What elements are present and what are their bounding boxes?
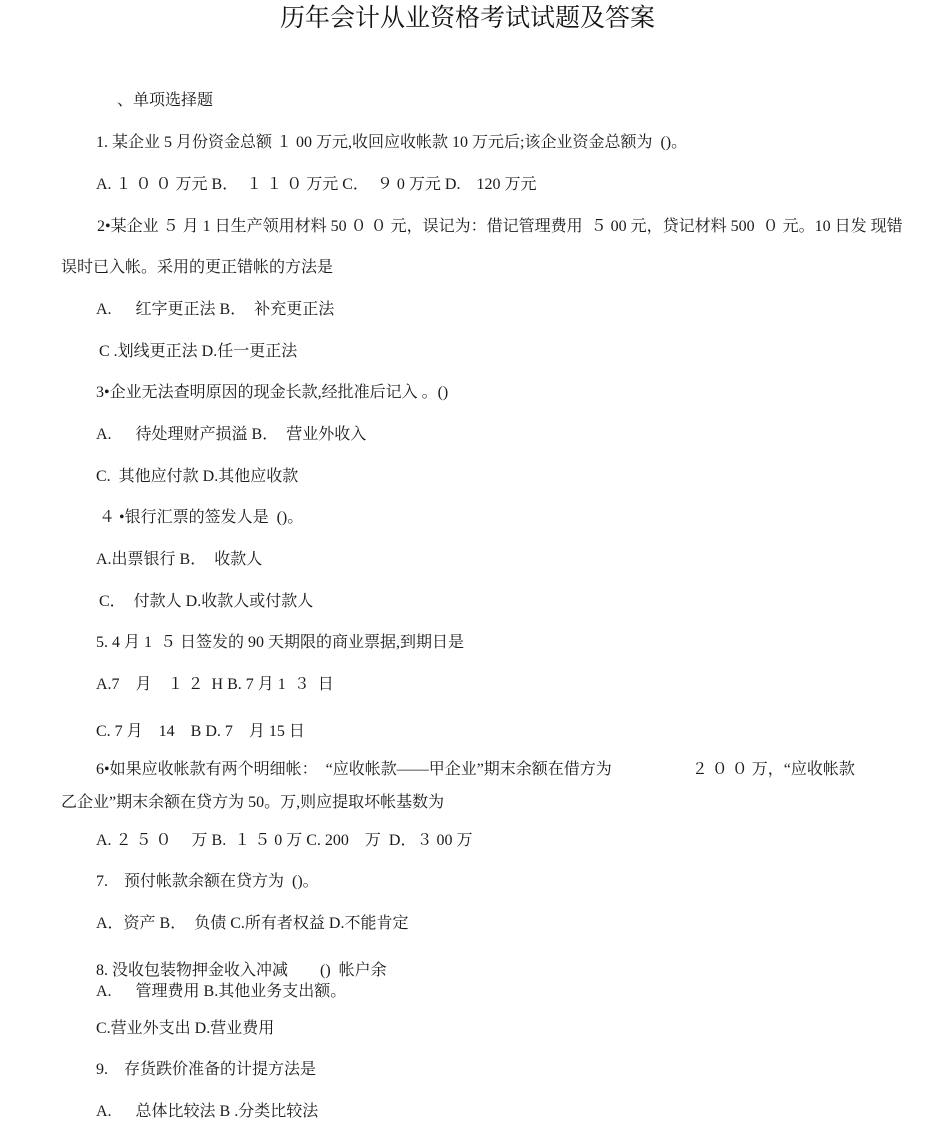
question-6-options: A. ２ ５ ０ 万 B. １ ５ 0 万 C. 200 万 D．３ 00 万 <box>96 832 473 849</box>
question-9-options-ab: A. 总体比较法 B .分类比较法 <box>96 1103 319 1120</box>
question-8-options-ab: A. 管理费用 B.其他业务支出额。 <box>96 983 347 1000</box>
question-5: 5. 4 月 1 ５ 日签发的 90 天期限的商业票据,到期日是 <box>96 634 465 651</box>
question-9: 9. 存货跌价准备的计提方法是 <box>96 1061 317 1078</box>
question-2-continued: 误时已入帐。采用的更正错帐的方法是 <box>61 259 334 276</box>
question-8: 8. 没收包装物押金收入冲减 () 帐户余 <box>96 962 387 979</box>
question-1: 1. 某企业 5 月份资金总额 １ 00 万元,收回应收帐款 10 万元后;该企业资金总额为 ()。 <box>96 134 688 151</box>
question-5-options-cd: C. 7 月 14 B D. 7 月 15 日 <box>96 723 305 740</box>
question-2-options-ab: A. 红字更正法 B． 补充更正法 <box>96 301 335 318</box>
question-4-options-ab: A.出票银行 B． 收款人 <box>96 551 263 568</box>
question-2-options-cd: C .划线更正法 D.任一更正法 <box>99 343 298 360</box>
document-title: 历年会计从业资格考试试题及答案 <box>279 4 655 32</box>
question-1-options: A. １ ０ ０ 万元 B． １ １ ０ 万元 C． ９ 0 万元 D. 120 万元 <box>96 176 537 193</box>
question-4-options-cd: C． 付款人 D.收款人或付款人 <box>99 593 314 610</box>
question-6: 6•如果应收帐款有两个明细帐： “应收帐款——甲企业”期末余额在借方为 ２ ０ ０ 万，“应收帐款 <box>96 761 855 778</box>
question-6-continued: 乙企业”期末余额在贷方为 50。万,则应提取坏帐基数为 <box>61 794 445 811</box>
question-2: 2•某企业 ５ 月 1 日生产领用材料 50 ０ ０ 元，误记为：借记管理费用 ５ 00 元，贷记材料 500 ０ 元。10 日发 现错 <box>97 218 903 235</box>
section-heading: 、单项选择题 <box>117 92 214 109</box>
question-3: 3•企业无法查明原因的现金长款,经批准后记入 。() <box>96 384 449 401</box>
question-5-options-ab: A.7 月 １ ２ H B. 7 月 1 ３ 日 <box>96 676 334 693</box>
question-7: 7. 预付帐款余额在贷方为 ()。 <box>96 873 319 890</box>
question-4: ４ •银行汇票的签发人是 ()。 <box>99 509 304 526</box>
question-8-options-cd: C.营业外支出 D.营业费用 <box>96 1020 275 1037</box>
question-7-options: A．资产 B． 负债 C.所有者权益 D.不能肯定 <box>96 915 409 932</box>
question-3-options-ab: A. 待处理财产损溢 B． 营业外收入 <box>96 426 367 443</box>
question-3-options-cd: C. 其他应付款 D.其他应收款 <box>96 468 299 485</box>
